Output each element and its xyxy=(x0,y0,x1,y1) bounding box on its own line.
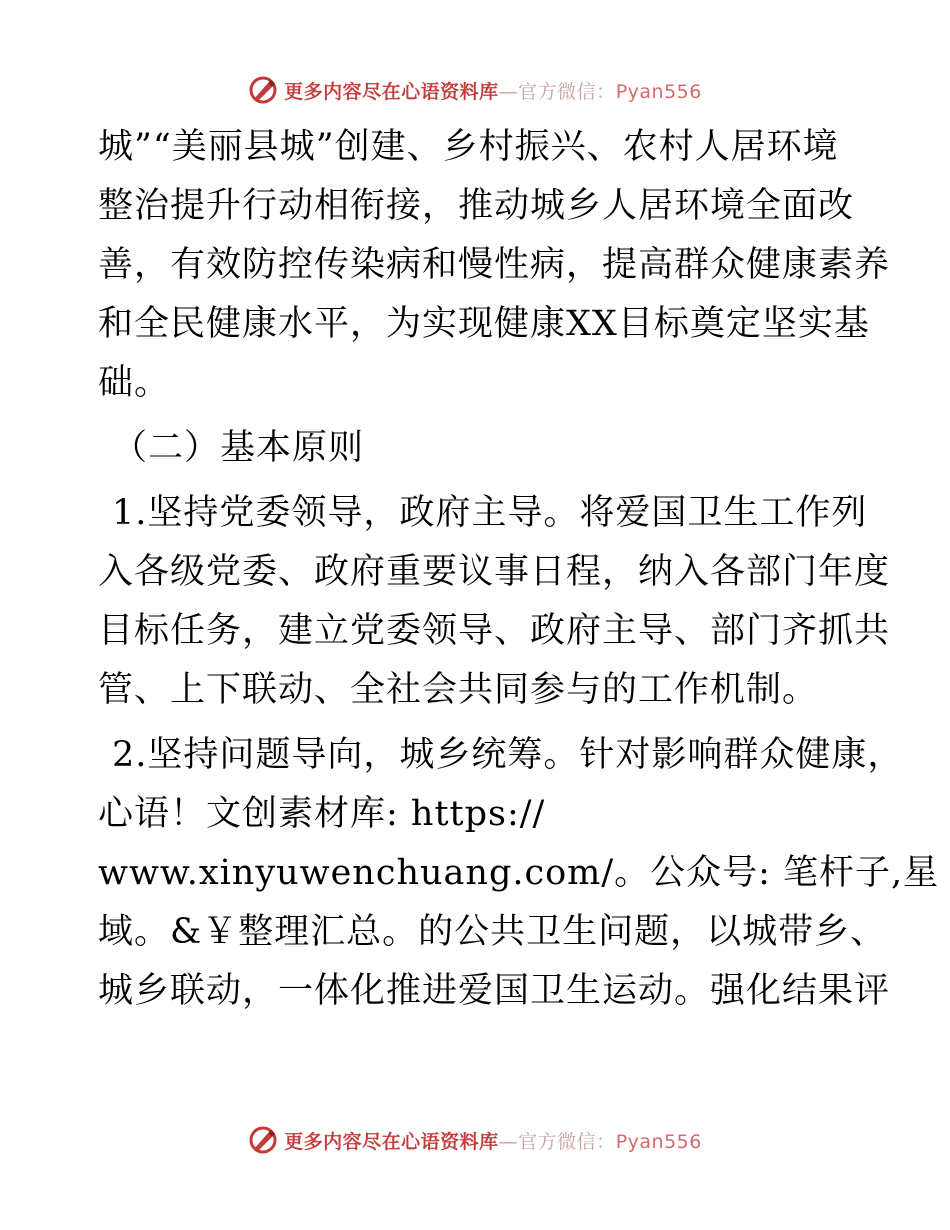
pen-circle-logo-icon xyxy=(248,1125,278,1155)
paragraph-intro xyxy=(98,118,891,413)
banner-wechat-label: 官方微信： xyxy=(518,80,616,103)
paragraph-item-2 xyxy=(98,726,940,1021)
text-line: 域。&￥整理汇总。的公共卫生问题，以城带乡、 xyxy=(98,912,887,952)
banner-text xyxy=(284,77,702,104)
banner-wechat-id: Pyan556 xyxy=(615,1130,702,1153)
text-line: 目标任务，建立党委领导、政府主导、部门齐抓共 xyxy=(98,611,891,651)
section-heading: （二）基本原则 xyxy=(112,428,365,468)
text-line: www.xinyuwenchuang.com/。公众号: 笔杆子,星 xyxy=(98,853,940,893)
banner-wechat-label: 官方微信： xyxy=(518,1130,616,1153)
text-line: 心语！文创素材库: https:// xyxy=(98,794,546,834)
text-line: 城乡联动，一体化推进爱国卫生运动。强化结果评 xyxy=(98,971,891,1011)
pen-circle-logo-icon xyxy=(248,75,278,105)
text-line: 善，有效防控传染病和慢性病，提高群众健康素养 xyxy=(98,245,891,285)
text-line: 管、上下联动、全社会共同参与的工作机制。 xyxy=(98,670,819,710)
banner-dash: — xyxy=(498,80,519,103)
document-body xyxy=(98,118,940,1021)
text-line: 城”“美丽县城”创建、乡村振兴、农村人居环境 xyxy=(98,127,839,167)
text-line: 础。 xyxy=(98,363,171,403)
header-banner xyxy=(0,72,950,108)
footer-banner xyxy=(0,1122,950,1158)
banner-wechat-id: Pyan556 xyxy=(615,80,702,103)
banner-site-name: 更多内容尽在心语资料库 xyxy=(284,80,499,103)
banner-text xyxy=(284,1127,702,1154)
banner-dash: — xyxy=(498,1130,519,1153)
paragraph-item-1 xyxy=(98,484,891,720)
banner-site-name: 更多内容尽在心语资料库 xyxy=(284,1130,499,1153)
text-line: 入各级党委、政府重要议事日程，纳入各部门年度 xyxy=(98,552,891,592)
text-line: 1.坚持党委领导，政府主导。将爱国卫生工作列 xyxy=(112,493,868,533)
text-line: 整治提升行动相衔接，推动城乡人居环境全面改 xyxy=(98,186,855,226)
text-line: 和全民健康水平，为实现健康XX目标奠定坚实基 xyxy=(98,304,870,344)
text-line: 2.坚持问题导向，城乡统筹。针对影响群众健康， xyxy=(112,735,904,775)
